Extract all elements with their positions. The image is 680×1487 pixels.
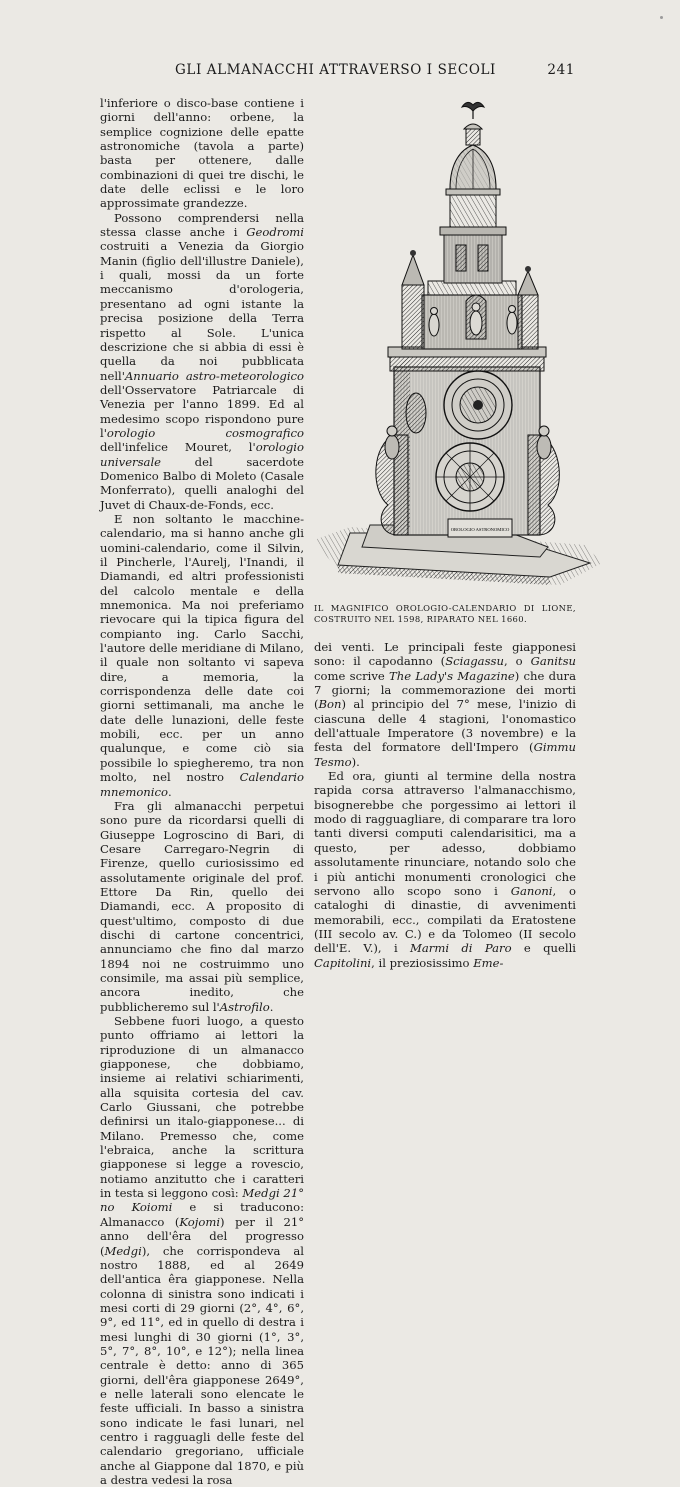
page-number: 241 — [547, 62, 575, 78]
paragraph-almanacco-giapponese: Sebbene fuori luogo, a questo punto offriamo ai lettori la riproduzione di un almanacco giapponese, che dobbiamo, insieme ai relativi schiarimenti, alla squisita cortesia del cav. Carlo Giussani, che potrebbe definirsi un italo-giapponese... di Milano. Premesso che, come l'ebraica, anche la scrittura giapponese si legge a rovescio, notiamo anzitutto che i caratteri in testa si leggono così: Medgi 21° no Koiomi e si traducono: Almanacco (Kojomi) per il 21° anno dell'êra del progresso (Medgi), che corrispondeva al nostro 1888, ed al 2649 dell'antica êra giapponese. Nella colonna di sinistra sono indicati i mesi corti di 29 giorni (2°, 4°, 6°, 9°, ed 11°, ed in quello di destra i mesi lunghi di 30 giorni (1°, 3°, 5°, 7°, 8°, 10°, e 12°); nella linea centrale è detto: anno di 365 giorni, dell'êra giapponese 2649°, e nelle laterali sono elencate le feste ufficiali. In basso a sinistra sono indicate le fasi lunari, nel centro i ragguagli delle feste del calendario gregoriano, ufficiale anche al Giappone dal 1870, e più a destra vedesi la rosa — [100, 1014, 305, 1487]
paragraph-computi-calendaristici: Ed ora, giunti al termine della nostra rapida corsa attraverso l'almanacchismo, bisognerebbe che porgessimo ai lettori il modo di ragguagliare, di comparare tra loro tanti diversi computi calendarisitici, ma a questo, per adesso, dobbiamo assolutamente rinunciare, notando solo che i più antichi monumenti cronologici che servono allo scopo sono i Ganoni, o cataloghi di dinastie, di avvenimenti memorabili, ecc., compilati da Eratostene (III secolo av. C.) e da Tolomeo (II secolo dell'E. V.), i Marmi di Paro e quelli Capitolini, il preziosissimo Eme- — [314, 769, 576, 970]
page-speck — [660, 16, 663, 19]
left-column — [100, 96, 304, 1487]
paragraph-uomini-calendario: E non soltanto le macchine-calendario, ma si hanno anche gli uomini-calendario, come il Silvin, il Pincherle, l'Aurelj, l'Inandi, il Diamandi, ed altri professionisti del calcolo mentale e della mnemonica. Ma noi preferiamo rievocare qui la tipica figura del compianto ing. Carlo Sacchi, l'autore delle meridiane di Milano, il quale non soltanto vi sapeva dire, a memoria, la corrispondenza delle date coi giorni settimanali, ma anche le date delle lunazioni, delle feste mobili, ecc. per un anno qualunque, e come ciò sia possibile lo spiegheremo, tra non molto, nel nostro Calendario mnemonico. — [100, 511, 304, 799]
right-column — [314, 640, 576, 970]
lyon-clock-engraving — [310, 95, 610, 595]
paragraph-epatte: l'inferiore o disco-base contiene i giorni dell'anno: orbene, la semplice cognizione delle epatte astronomiche (tavola a parte) basta per ottenere, dalle combinazioni di quei tre dischi, le date delle eclissi e le loro approssimate grandezze. — [100, 96, 304, 211]
paragraph-geodromi: Possono comprendersi nella stessa classe anche i Geodromi costruiti a Venezia da Giorgio Manin (figlio dell'illustre Daniele), i quali, mossi da un forte meccanismo d'orologeria, presentano ad ogni istante la precisa posizione della Terra rispetto al Sole. L'unica descrizione che si abbia di essi è quella da noi pubblicata nell'Annuario astro-meteorologico dell'Osservatore Patriarcale di Venezia per l'anno 1899. Ed al medesimo scopo rispondono pure l'orologio cosmografico dell'infelice Mouret, l'orologio universale del sacerdote Domenico Balbo di Moleto (Casale Monferrato), quelli analoghi del Juvet di Chaux-de-Fonds, ecc. — [100, 210, 304, 512]
plaque-text: OROLOGIO ASTRONOMICO — [450, 527, 510, 532]
running-title: GLI ALMANACCHI ATTRAVERSO I SECOLI — [175, 62, 496, 78]
paragraph-feste-giapponesi: dei venti. Le principali feste giapponesi sono: il capodanno (Sciagassu, o Ganitsu come scrive The Lady's Magazine) che dura 7 giorni; la commemorazione dei morti (Bon) al principio del 7° mese, l'inizio di ciascuna delle 4 stagioni, l'onomastico dell'attuale Imperatore (3 novembre) e la festa del formatore dell'Impero (Gimmu Tesmo). — [314, 640, 576, 769]
paragraph-almanacchi-perpetui: Fra gli almanacchi perpetui sono pure da ricordarsi quelli di Giuseppe Logroscino di Bari, di Cesare Carregaro-Negrin di Firenze, quello curiosissimo ed assolutamente originale del prof. Ettore Da Rin, quello dei Diamandi, ecc. A proposito di quest'ultimo, composto di due dischi di cartone concentrici, annunciamo che fino dal marzo 1894 noi ne costruimmo uno consimile, ma assai più semplice, ancora inedito, che pubblicheremo sul l'Astrofilo. — [100, 798, 304, 1014]
figure-caption: IL MAGNIFICO OROLOGIO-CALENDARIO DI LIONE, COSTRUITO NEL 1598, RIPARATO NEL 1660. — [314, 603, 576, 624]
clock-illustration — [310, 95, 610, 595]
